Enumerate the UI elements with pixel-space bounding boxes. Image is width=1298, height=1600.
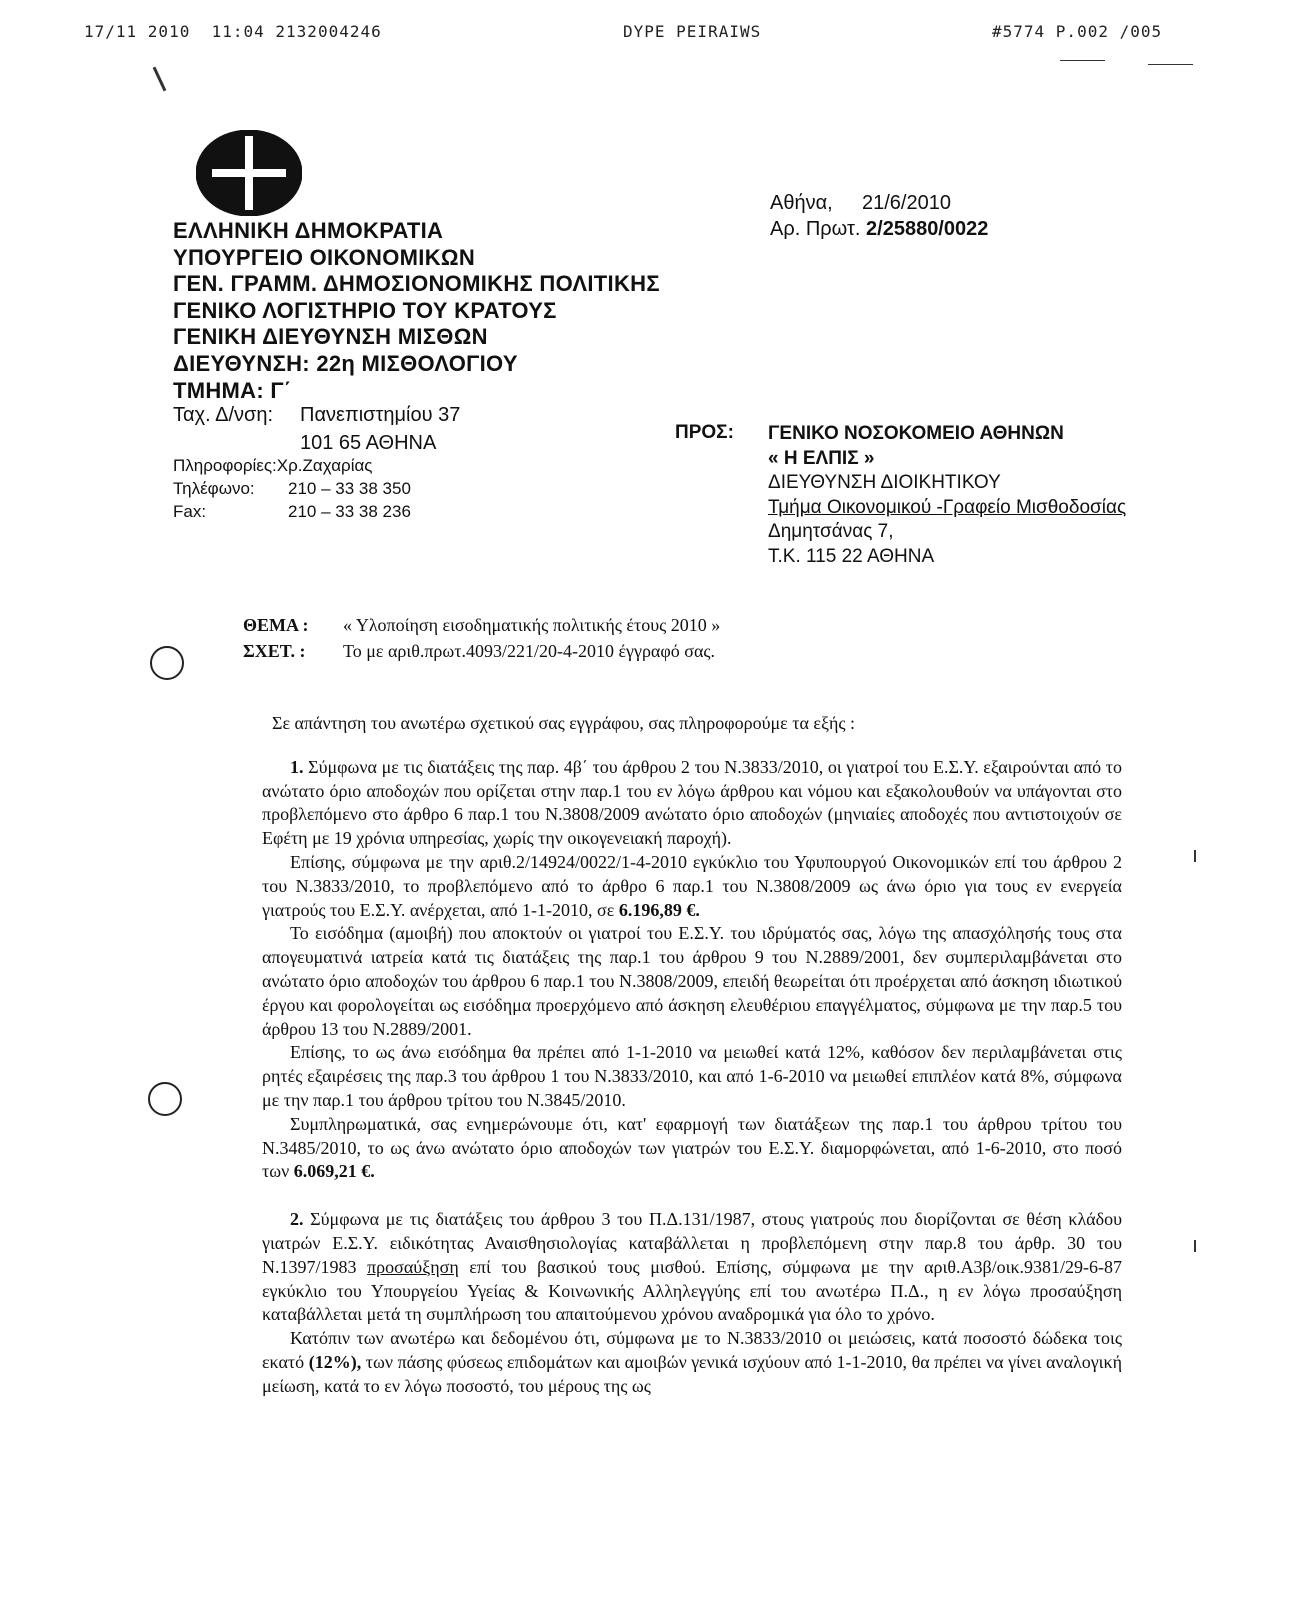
fax-sender: DYPE PEIRAIWS <box>623 22 762 41</box>
paragraph-text: Επίσης, σύμφωνα με την αριθ.2/14924/0022/1-4-2010 εγκύκλιο του Υφυπουργού Οικονομικών επί του άρθρου 2 του Ν.3833/2010, το προβλεπόμενο από το άρθρο 6 παρ.1 του Ν.3808/2009 ως άνω όριο για τους εν ενεργεία γιατρούς του Ε.Σ.Υ. ανέρχεται, από 1-1-2010, σε <box>262 851 1122 920</box>
sender-line: ΕΛΛΗΝΙΚΗ ΔΗΜΟΚΡΑΤΙΑ <box>173 218 444 243</box>
scan-mark <box>1194 850 1196 862</box>
place-label: Αθήνα, <box>770 192 833 214</box>
intro-paragraph: Σε απάντηση του ανωτέρω σχετικού σας εγγράφου, σας πληροφορούμε τα εξής : <box>272 713 856 733</box>
paragraph-5 <box>262 1113 1122 1184</box>
subject-text: « Υλοποίηση εισοδηματικής πολιτικής έτους 2010 » <box>343 615 721 635</box>
address-city: 101 65 ΑΘΗΝΑ <box>300 432 437 454</box>
subject-label: ΘΕΜΑ : <box>243 615 309 635</box>
recipient-label: ΠΡΟΣ: <box>675 422 734 443</box>
address-street: Πανεπιστημίου 37 <box>300 404 461 426</box>
amount-6196: 6.196,89 €. <box>618 899 700 920</box>
protocol-label: Αρ. Πρωτ. <box>770 218 861 240</box>
sender-line: ΔΙΕΥΘΥΝΣΗ: 22η ΜΙΣΘΟΛΟΓΙΟΥ <box>173 350 518 376</box>
scan-line <box>1060 60 1105 61</box>
fax-value: 210 – 33 38 236 <box>288 502 411 521</box>
document-date: 21/6/2010 <box>862 192 951 214</box>
document-meta <box>770 190 988 242</box>
recipient-block <box>768 422 1126 569</box>
paragraph-text: Συμπληρωματικά, σας ενημερώνουμε ότι, κατ' εφαρμογή των διατάξεων της παρ.1 του άρθρου τρίτου του Ν.3485/2010, το ως άνω ανώτατο όριο αποδοχών των γιατρών του Ε.Σ.Υ. διαμορφώνεται, από 1-6-2010, στο ποσό των <box>262 1113 1122 1182</box>
paragraph-number: 1. <box>290 756 304 777</box>
info-label: Πληροφορίες: <box>173 456 277 475</box>
sender-line: ΤΜΗΜΑ: Γ΄ <box>173 377 292 403</box>
punch-hole <box>150 646 184 680</box>
info-value: Χρ.Ζαχαρίας <box>276 456 373 475</box>
paragraph-7 <box>262 1327 1122 1398</box>
reference-label: ΣΧΕΤ. : <box>243 641 306 661</box>
recipient-line: Τμήμα Οικονομικού -Γραφείο Μισθοδοσίας <box>768 496 1127 518</box>
punch-hole <box>148 1082 182 1116</box>
paragraph-2 <box>262 851 1122 922</box>
sender-line: ΥΠΟΥΡΓΕΙΟ ΟΙΚΟΝΟΜΙΚΩΝ <box>173 244 476 270</box>
paragraph-text: των πάσης φύσεως επιδομάτων και αμοιβών γενικά ισχύουν από 1-1-2010, θα πρέπει να γίνει αναλογική μείωση, κατά το εν λόγω ποσοστό, του μέρους της ως <box>262 1351 1123 1396</box>
paragraph-text: Κατόπιν των ανωτέρω και δεδομένου ότι, σύμφωνα με το Ν.3833/2010 οι μειώσεις, κατά ποσοστό δώδεκα τοις εκατό <box>262 1328 1122 1372</box>
underlined-term: προσαύξηση <box>367 1256 459 1277</box>
paragraph-4: Επίσης, το ως άνω εισόδημα θα πρέπει από 1-1-2010 να μειωθεί κατά 12%, καθόσον δεν περιλαμβάνεται στις ρητές εξαιρέσεις της παρ.3 του άρθρου 1 του Ν.3833/2010, και από 1-6-2010 να μειωθεί επιπλέον κατά 8%, σύμφωνα με την παρ.1 του άρθρου τρίτου του Ν.3845/2010. <box>262 1042 1122 1110</box>
letter-body <box>262 712 1122 1399</box>
amount-6069: 6.069,21 €. <box>293 1161 375 1182</box>
paragraph-number: 2. <box>290 1209 304 1230</box>
recipient-line: ΔΙΕΥΘΥΝΣΗ ΔΙΟΙΚΗΤΙΚΟΥ <box>768 472 1001 493</box>
hellenic-republic-emblem-icon <box>196 130 302 216</box>
fax-datetime <box>84 22 382 41</box>
paragraph-text: Σύμφωνα με τις διατάξεις της παρ. 4β΄ του άρθρου 2 του Ν.3833/2010, οι γιατροί του Ε.Σ.Υ. εξαιρούνται από το ανώτατο όριο αποδοχών που ορίζεται στην παρ.1 του εν λόγω άρθρου και νόμου και εξακολουθούν να υπάγονται στο προβλεπόμενο στο άρθρο 6 παρ.1 του Ν.3808/2009 ανώτατο όριο αποδοχών (μηνιαίες αποδοχές που αντιστοιχούν σε Εφέτη με 19 χρόνια υπηρεσίας, χωρίς την οικογενειακή παροχή). <box>262 756 1123 849</box>
sender-line: ΓΕΝ. ΓΡΑΜΜ. ΔΗΜΟΣΙΟΝΟΜΙΚΗΣ ΠΟΛΙΤΙΚΗΣ <box>173 271 660 297</box>
sender-contacts <box>173 456 411 525</box>
sender-line: ΓΕΝΙΚΗ ΔΙΕΥΘΥΝΣΗ ΜΙΣΘΩΝ <box>173 324 488 350</box>
phone-label: Τηλέφωνο: <box>173 479 255 498</box>
scan-mark <box>153 67 167 92</box>
phone-value: 210 – 33 38 350 <box>288 479 411 498</box>
recipient-line: « Η ΕΛΠΙΣ » <box>768 447 875 469</box>
fax-time: 11:04 <box>211 22 265 41</box>
scan-mark <box>1194 1240 1196 1252</box>
paragraph-6 <box>262 1208 1122 1327</box>
reference-text: Το με αριθ.πρωτ.4093/221/20-4-2010 έγγραφό σας. <box>343 641 716 661</box>
percentage-12: (12%), <box>308 1351 362 1372</box>
fax-page-info: #5774 P.002 /005 <box>992 22 1163 41</box>
sender-header <box>173 218 693 404</box>
fax-label: Fax: <box>173 502 207 521</box>
subject-block <box>243 612 720 664</box>
address-label: Ταχ. Δ/νση: <box>173 404 274 426</box>
sender-line: ΓΕΝΙΚΟ ΛΟΓΙΣΤΗΡΙΟ ΤΟΥ ΚΡΑΤΟΥΣ <box>173 297 557 323</box>
scan-line <box>1148 64 1193 65</box>
fax-number: 2132004246 <box>275 22 382 41</box>
recipient-line: Τ.Κ. 115 22 ΑΘΗΝΑ <box>768 545 935 567</box>
protocol-number: 2/25880/0022 <box>866 218 989 240</box>
recipient-line: Δημητσάνας 7, <box>768 521 894 542</box>
fax-date: 17/11 2010 <box>84 22 191 41</box>
paragraph-1 <box>262 756 1122 851</box>
paragraph-3: Το εισόδημα (αμοιβή) που αποκτούν οι γιατροί του Ε.Σ.Υ. του ιδρύματός σας, λόγω της απασχόλησής τους στα απογευματινά ιατρεία κατά τις διατάξεις της παρ.1 του άρθρου 9 του Ν.2889/2001, δεν συμπεριλαμβάνεται στο ανώτατο όριο αποδοχών του άρθρου 6 παρ.1 του Ν.3808/2009, επειδή θεωρείται ότι προέρχεται από άσκηση ιδιωτικού έργου και φορολογείται ως εισόδημα προερχόμενο από άσκηση ελευθέριου επαγγέλματος, σύμφωνα με την παρ.5 του άρθρου 13 του Ν.2889/2001. <box>262 923 1122 1039</box>
paragraph-text: επί του βασικού τους μισθού. Επίσης, σύμφωνα με την αριθ.Α3β/οικ.9381/29-6-87 εγκύκλιο του Υπουργείου Υγείας & Κοινωνικής Αλληλεγγύης επί του ανωτέρω Π.Δ., η εν λόγω προσαύξηση καταβάλλεται μετά τη συμπλήρωση του απαιτούμενου χρόνου αναδρομικά για όλο το χρόνο. <box>262 1256 1123 1325</box>
sender-address <box>173 404 461 460</box>
paragraph-text: Σύμφωνα με τις διατάξεις του άρθρου 3 του Π.Δ.131/1987, στους γιατρούς που διορίζονται σε θέση κλάδου γιατρών Ε.Σ.Υ. ειδικότητας Αναισθησιολογίας καταβάλλεται η προβλεπόμενη στην παρ.8 του άρθρ. 30 του Ν.1397/1983 <box>262 1209 1122 1277</box>
recipient-line: ΓΕΝΙΚΟ ΝΟΣΟΚΟΜΕΙΟ ΑΘΗΝΩΝ <box>768 423 1064 444</box>
